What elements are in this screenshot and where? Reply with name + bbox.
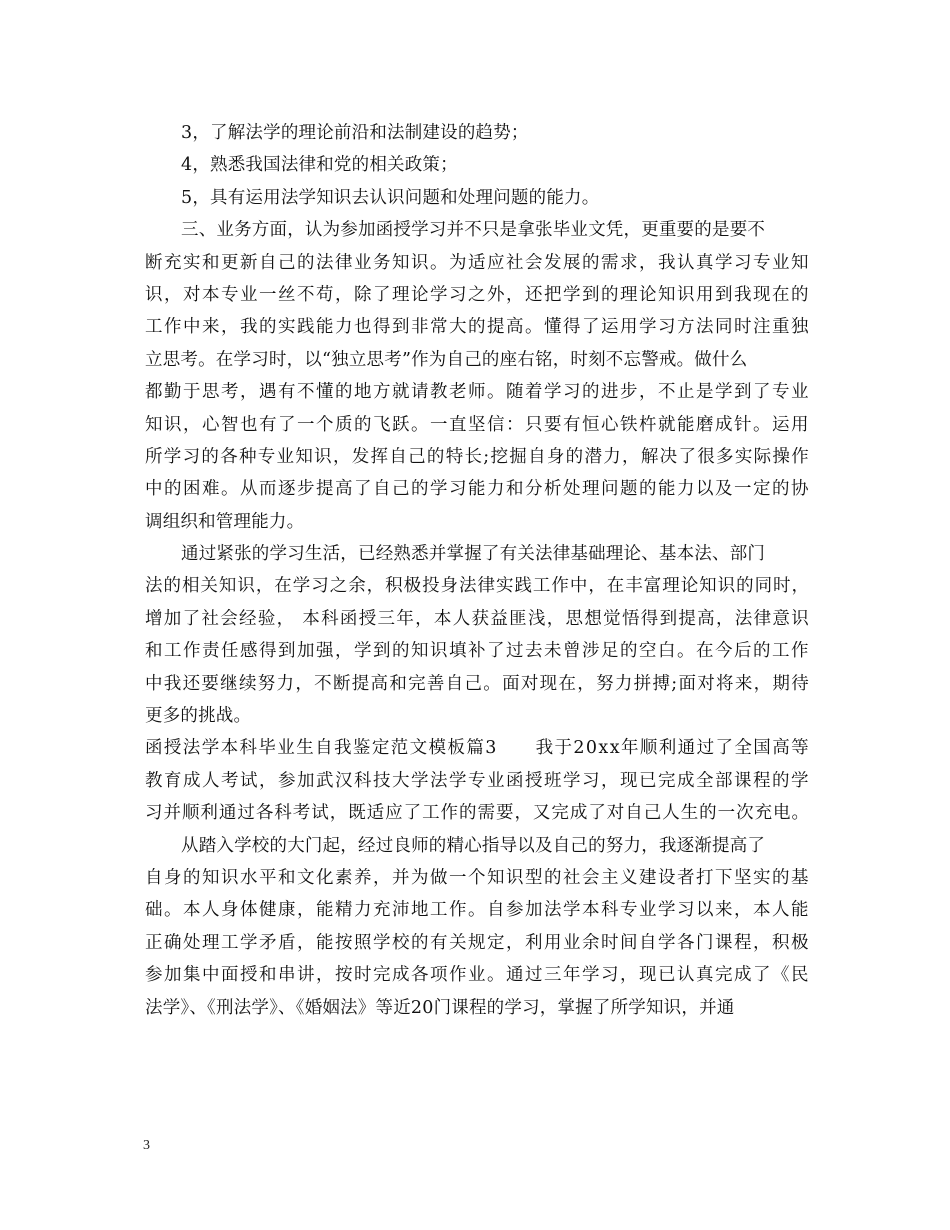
- text-line: 教育成人考试，参加武汉科技大学法学专业函授班学习，现已完成全部课程的学: [145, 770, 810, 791]
- text-line: 通过紧张的学习生活，已经熟悉并掌握了有关法律基础理论、基本法、部门: [181, 544, 766, 565]
- text-line: 4，熟悉我国法律和党的相关政策；: [181, 155, 458, 176]
- text-line: 础。本人身体健康，能精力充沛地工作。自参加法学本科专业学习以来，本人能: [145, 900, 810, 921]
- text-line: 断充实和更新自己的法律业务知识。为适应社会发展的需求，我认真学习专业知: [145, 252, 810, 273]
- text-line: 三、业务方面，认为参加函授学习并不只是拿张毕业文凭，更重要的是要不: [181, 220, 766, 241]
- text-line: 5，具有运用法学知识去认识问题和处理问题的能力。: [181, 187, 600, 208]
- text-line: 增加了社会经验， 本科函授三年，本人获益匪浅，思想觉悟得到提高，法律意识: [145, 608, 810, 629]
- text-line: 立思考。在学习时，以“独立思考”作为自己的座右铭，时刻不忘警戒。做什么: [145, 349, 748, 370]
- text-line: 函授法学本科毕业生自我鉴定范文模板篇3 我于20xx年顺利通过了全国高等: [145, 738, 810, 759]
- text-line: 法学》、《刑法学》、《婚姻法》等近20门课程的学习，掌握了所学知识，并通: [145, 997, 735, 1018]
- text-line: 工作中来，我的实践能力也得到非常大的提高。懂得了运用学习方法同时注重独: [145, 317, 810, 338]
- text-line: 从踏入学校的大门起，经过良师的精心指导以及自己的努力，我逐渐提高了: [181, 835, 766, 856]
- text-line: 所学习的各种专业知识，发挥自己的特长;挖掘自身的潜力，解决了很多实际操作: [145, 446, 810, 467]
- page-number: 3: [143, 1138, 150, 1153]
- text-line: 3，了解法学的理论前沿和法制建设的趋势；: [181, 123, 529, 143]
- text-line: 自身的知识水平和文化素养，并为做一个知识型的社会主义建设者打下坚实的基: [145, 867, 810, 888]
- text-line: 法的相关知识，在学习之余，积极投身法律实践工作中，在丰富理论知识的同时，: [145, 576, 810, 597]
- text-line: 调组织和管理能力。: [145, 511, 305, 532]
- text-line: 参加集中面授和串讲，按时完成各项作业。通过三年学习，现已认真完成了《民: [145, 965, 810, 986]
- text-line: 中的困难。从而逐步提高了自己的学习能力和分析处理问题的能力以及一定的协: [145, 479, 810, 500]
- text-line: 都勤于思考，遇有不懂的地方就请教老师。随着学习的进步，不止是学到了专业: [145, 382, 810, 403]
- text-line: 习并顺利通过各科考试，既适应了工作的需要，又完成了对自己人生的一次充电。: [145, 803, 810, 824]
- text-line: 知识，心智也有了一个质的飞跃。一直坚信：只要有恒心铁杵就能磨成针。运用: [145, 414, 810, 435]
- text-line: 更多的挑战。: [145, 706, 252, 727]
- text-line: 中我还要继续努力，不断提高和完善自己。面对现在，努力拼搏;面对将来，期待: [145, 673, 810, 694]
- text-line: 正确处理工学矛盾，能按照学校的有关规定，利用业余时间自学各门课程，积极: [145, 932, 810, 953]
- text-line: 和工作责任感得到加强，学到的知识填补了过去未曾涉足的空白。在今后的工作: [145, 641, 810, 662]
- text-line: 识，对本专业一丝不苟，除了理论学习之外，还把学到的理论知识用到我现在的: [145, 284, 810, 305]
- document-body: [145, 117, 810, 1024]
